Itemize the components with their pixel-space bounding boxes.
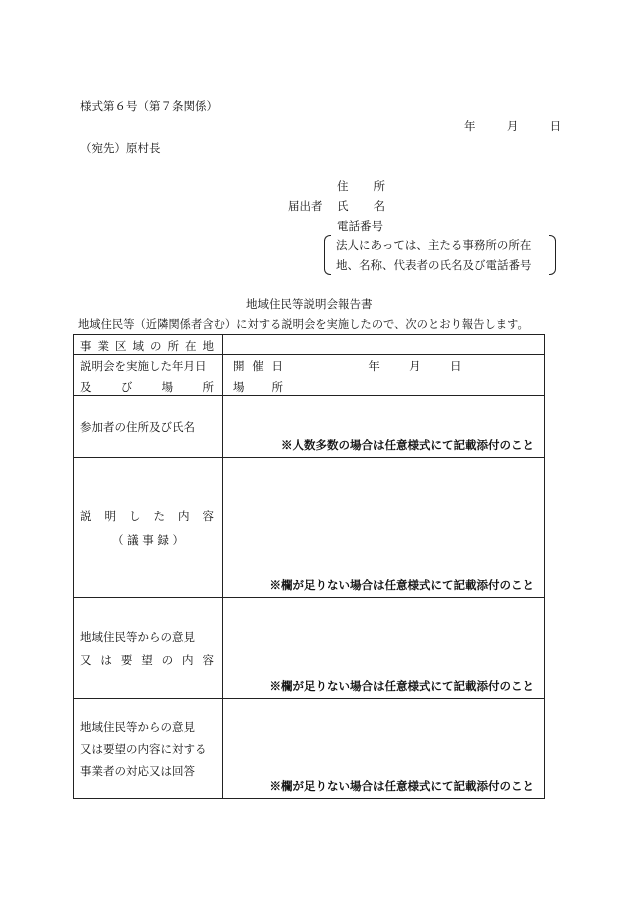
addressee: （宛先）原村長 <box>80 141 161 155</box>
corporate-note-line1: 法人にあっては、主たる事務所の所在 <box>336 238 532 252</box>
notifier-address-label: 住 所 <box>337 179 385 193</box>
form-number: 様式第６号（第７条関係） <box>80 99 218 113</box>
corporate-note-bracket <box>324 235 556 275</box>
project-location-field[interactable] <box>223 335 545 355</box>
meeting-date-place-label: 説明会を実施した年月日 及 び 場 所 <box>74 355 223 396</box>
month-label: 月 <box>506 119 519 133</box>
meeting-date-place-field[interactable]: 開 催 日 年 月 日 場 所 <box>223 355 545 396</box>
explained-content-note: ※欄が足りない場合は任意様式にて記載添付のこと <box>269 578 534 592</box>
place-label: 場 所 <box>233 380 283 394</box>
notifier-name-label: 氏 名 <box>337 199 385 213</box>
business-response-field[interactable] <box>223 699 545 799</box>
report-table <box>73 334 545 799</box>
row-project-location <box>74 335 545 355</box>
participants-note: ※人数多数の場合は任意様式にて記載添付のこと <box>281 438 534 452</box>
row-explained-content <box>74 458 545 598</box>
notifier-label: 届出者 <box>288 199 323 213</box>
corporate-note-line2: 地、名称、代表者の氏名及び電話番号 <box>336 258 532 272</box>
row-meeting-date-place <box>74 355 545 396</box>
day-label: 日 <box>549 119 562 133</box>
held-date-label: 開 催 日 <box>233 359 283 373</box>
year-label: 年 <box>464 119 476 133</box>
explained-content-label: 説 明 し た 内 容 （ 議 事 録 ） <box>74 458 223 598</box>
participants-label: 参加者の住所及び氏名 <box>74 396 223 458</box>
business-response-label: 地域住民等からの意見 又は要望の内容に対する 事業者の対応又は回答 <box>74 699 223 799</box>
explained-content-field[interactable] <box>223 458 545 598</box>
date-line <box>464 118 561 134</box>
project-location-label: 事 業 区 域 の 所 在 地 <box>74 335 223 355</box>
residents-opinions-field[interactable] <box>223 598 545 699</box>
participants-field[interactable] <box>223 396 545 458</box>
residents-opinions-note: ※欄が足りない場合は任意様式にて記載添付のこと <box>269 679 534 693</box>
row-participants <box>74 396 545 458</box>
intro-text: 地域住民等（近隣関係者含む）に対する説明会を実施したので、次のとおり報告します。 <box>78 318 529 331</box>
notifier-phone-label: 電話番号 <box>337 219 383 233</box>
row-residents-opinions <box>74 598 545 699</box>
residents-opinions-label: 地域住民等からの意見 又 は 要 望 の 内 容 <box>74 598 223 699</box>
business-response-note: ※欄が足りない場合は任意様式にて記載添付のこと <box>269 779 534 793</box>
row-business-response <box>74 699 545 799</box>
report-title: 地域住民等説明会報告書 <box>246 297 373 311</box>
